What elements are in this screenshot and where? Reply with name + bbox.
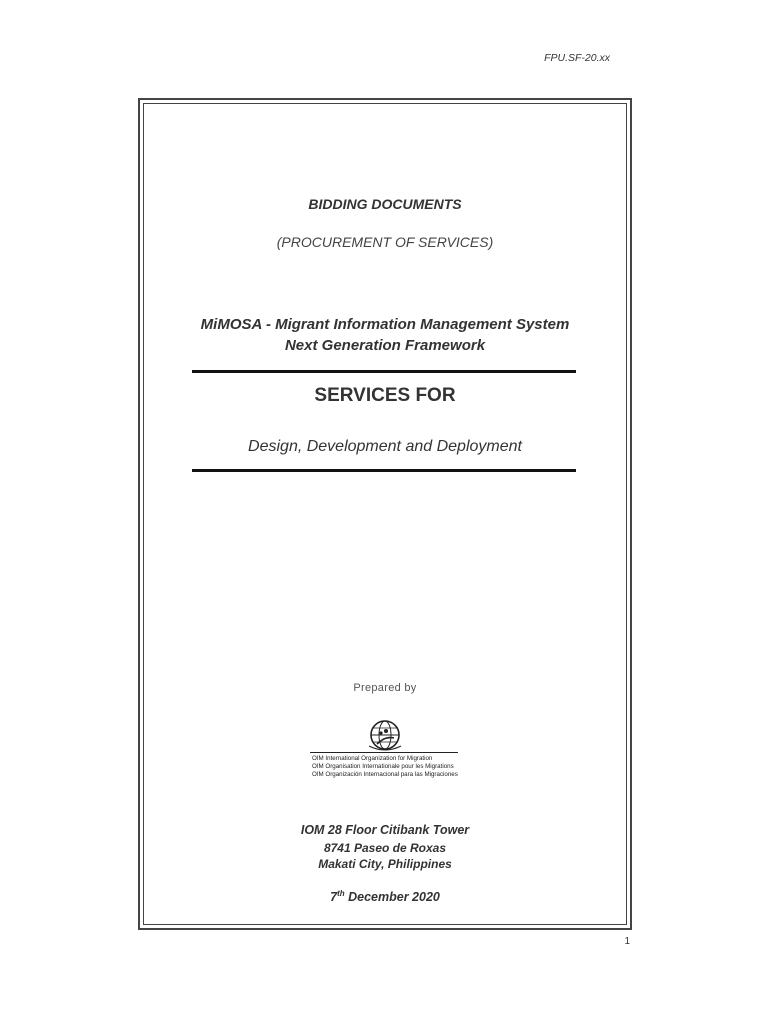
logo-text-es: OIM Organización Internacional para las Migraciones — [312, 771, 458, 778]
date-month-year: December 2020 — [344, 890, 440, 905]
date-suffix: th — [337, 889, 345, 898]
form-code: FPU.SF-20.xx — [544, 52, 610, 64]
page-border-inner — [143, 103, 627, 925]
project-title-line-2: Next Generation Framework — [284, 337, 486, 354]
date-day: 7 — [330, 890, 338, 905]
document-title: BIDDING DOCUMENTS — [308, 196, 462, 212]
divider-top — [192, 370, 576, 373]
iom-logo — [310, 718, 460, 784]
address-line-1: IOM 28 Floor Citibank Tower — [300, 823, 470, 837]
services-heading: SERVICES FOR — [314, 385, 456, 406]
page-border-outer — [138, 98, 632, 930]
prepared-by-label: Prepared by — [353, 682, 417, 694]
project-title-line-1: MiMOSA - Migrant Information Management System — [200, 316, 570, 333]
logo-text-fr: OIM Organisation Internationale pour les Migrations — [312, 763, 454, 770]
address-line-2: 8741 Paseo de Roxas — [323, 841, 447, 855]
divider-bottom — [192, 469, 576, 472]
document-subtitle: (PROCUREMENT OF SERVICES) — [276, 234, 494, 250]
logo-text-en: OIM International Organization for Migration — [312, 755, 433, 762]
document-date — [0, 889, 770, 904]
page-number: 1 — [624, 936, 630, 947]
logo-divider — [310, 752, 458, 753]
services-scope: Design, Development and Deployment — [248, 438, 522, 455]
globe-emblem-icon — [367, 718, 403, 752]
address-line-3: Makati City, Philippines — [318, 857, 452, 871]
